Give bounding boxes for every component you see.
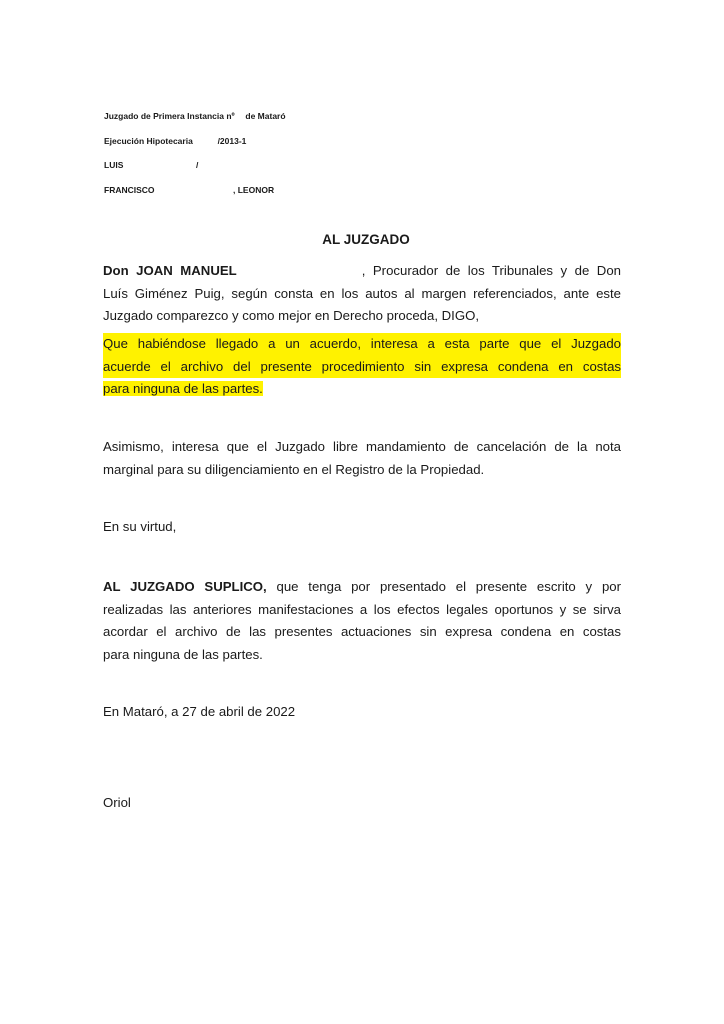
suplico-lead: AL JUZGADO SUPLICO,: [103, 579, 267, 594]
highlight-line-1: Que habiéndose llegado a un acuerdo, interesa a esta parte que el Juzgado: [103, 333, 621, 356]
intro-line-3: Juzgado comparezco y como mejor en Derecho proceda, DIGO,: [103, 308, 480, 323]
intro-paragraph: [103, 260, 621, 328]
place-date: En Mataró, a 27 de abril de 2022: [103, 704, 296, 719]
suplico-line-4: para ninguna de las partes.: [103, 646, 263, 662]
party1-line: [104, 160, 123, 170]
second-paragraph: [103, 436, 621, 481]
suplico-line-3: acordar el archivo de las presentes actuaciones sin expresa condena en costas: [103, 624, 621, 639]
party1-separator: /: [196, 160, 199, 170]
court-name: Juzgado de Primera Instancia nº: [104, 111, 235, 121]
highlighted-paragraph: [103, 333, 621, 401]
party2-line: [104, 185, 155, 195]
court-city: de Mataró: [245, 111, 286, 121]
procurador-name: Don JOAN MANUEL: [103, 263, 237, 278]
highlight-line-3: para ninguna de las partes.: [103, 381, 263, 396]
second-line-2: marginal para su diligenciamiento en el Registro de la Propiedad.: [103, 461, 485, 477]
document-title: AL JUZGADO: [322, 232, 410, 247]
highlight-line-2: acuerde el archivo del presente procedimiento sin expresa condena en costas: [103, 356, 621, 379]
suplico-line-1: AL JUZGADO SUPLICO, que tenga por presentado el presente escrito y por: [103, 579, 621, 594]
signature: Oriol: [103, 795, 131, 810]
party2-rest: , LEONOR: [233, 185, 275, 195]
virtud-line: En su virtud,: [103, 519, 177, 534]
suplico-line-2: realizadas las anteriores manifestaciones a los efectos legales oportunos y se sirva: [103, 601, 621, 617]
court-line: [104, 111, 286, 121]
party2-name: FRANCISCO: [104, 185, 155, 195]
intro-line-2: Luís Giménez Puig, según consta en los autos al margen referenciados, ante este: [103, 285, 621, 301]
suplico-paragraph: [103, 576, 621, 666]
intro-line-1: Don JOAN MANUEL , Procurador de los Tribunales y de Don: [103, 263, 621, 278]
party1-name: LUIS: [104, 160, 124, 170]
second-line-1: Asimismo, interesa que el Juzgado libre mandamiento de cancelación de la nota: [103, 439, 621, 454]
case-number: /2013-1: [217, 136, 247, 146]
case-type: Ejecución Hipotecaria: [104, 136, 193, 146]
case-line: [104, 136, 246, 146]
